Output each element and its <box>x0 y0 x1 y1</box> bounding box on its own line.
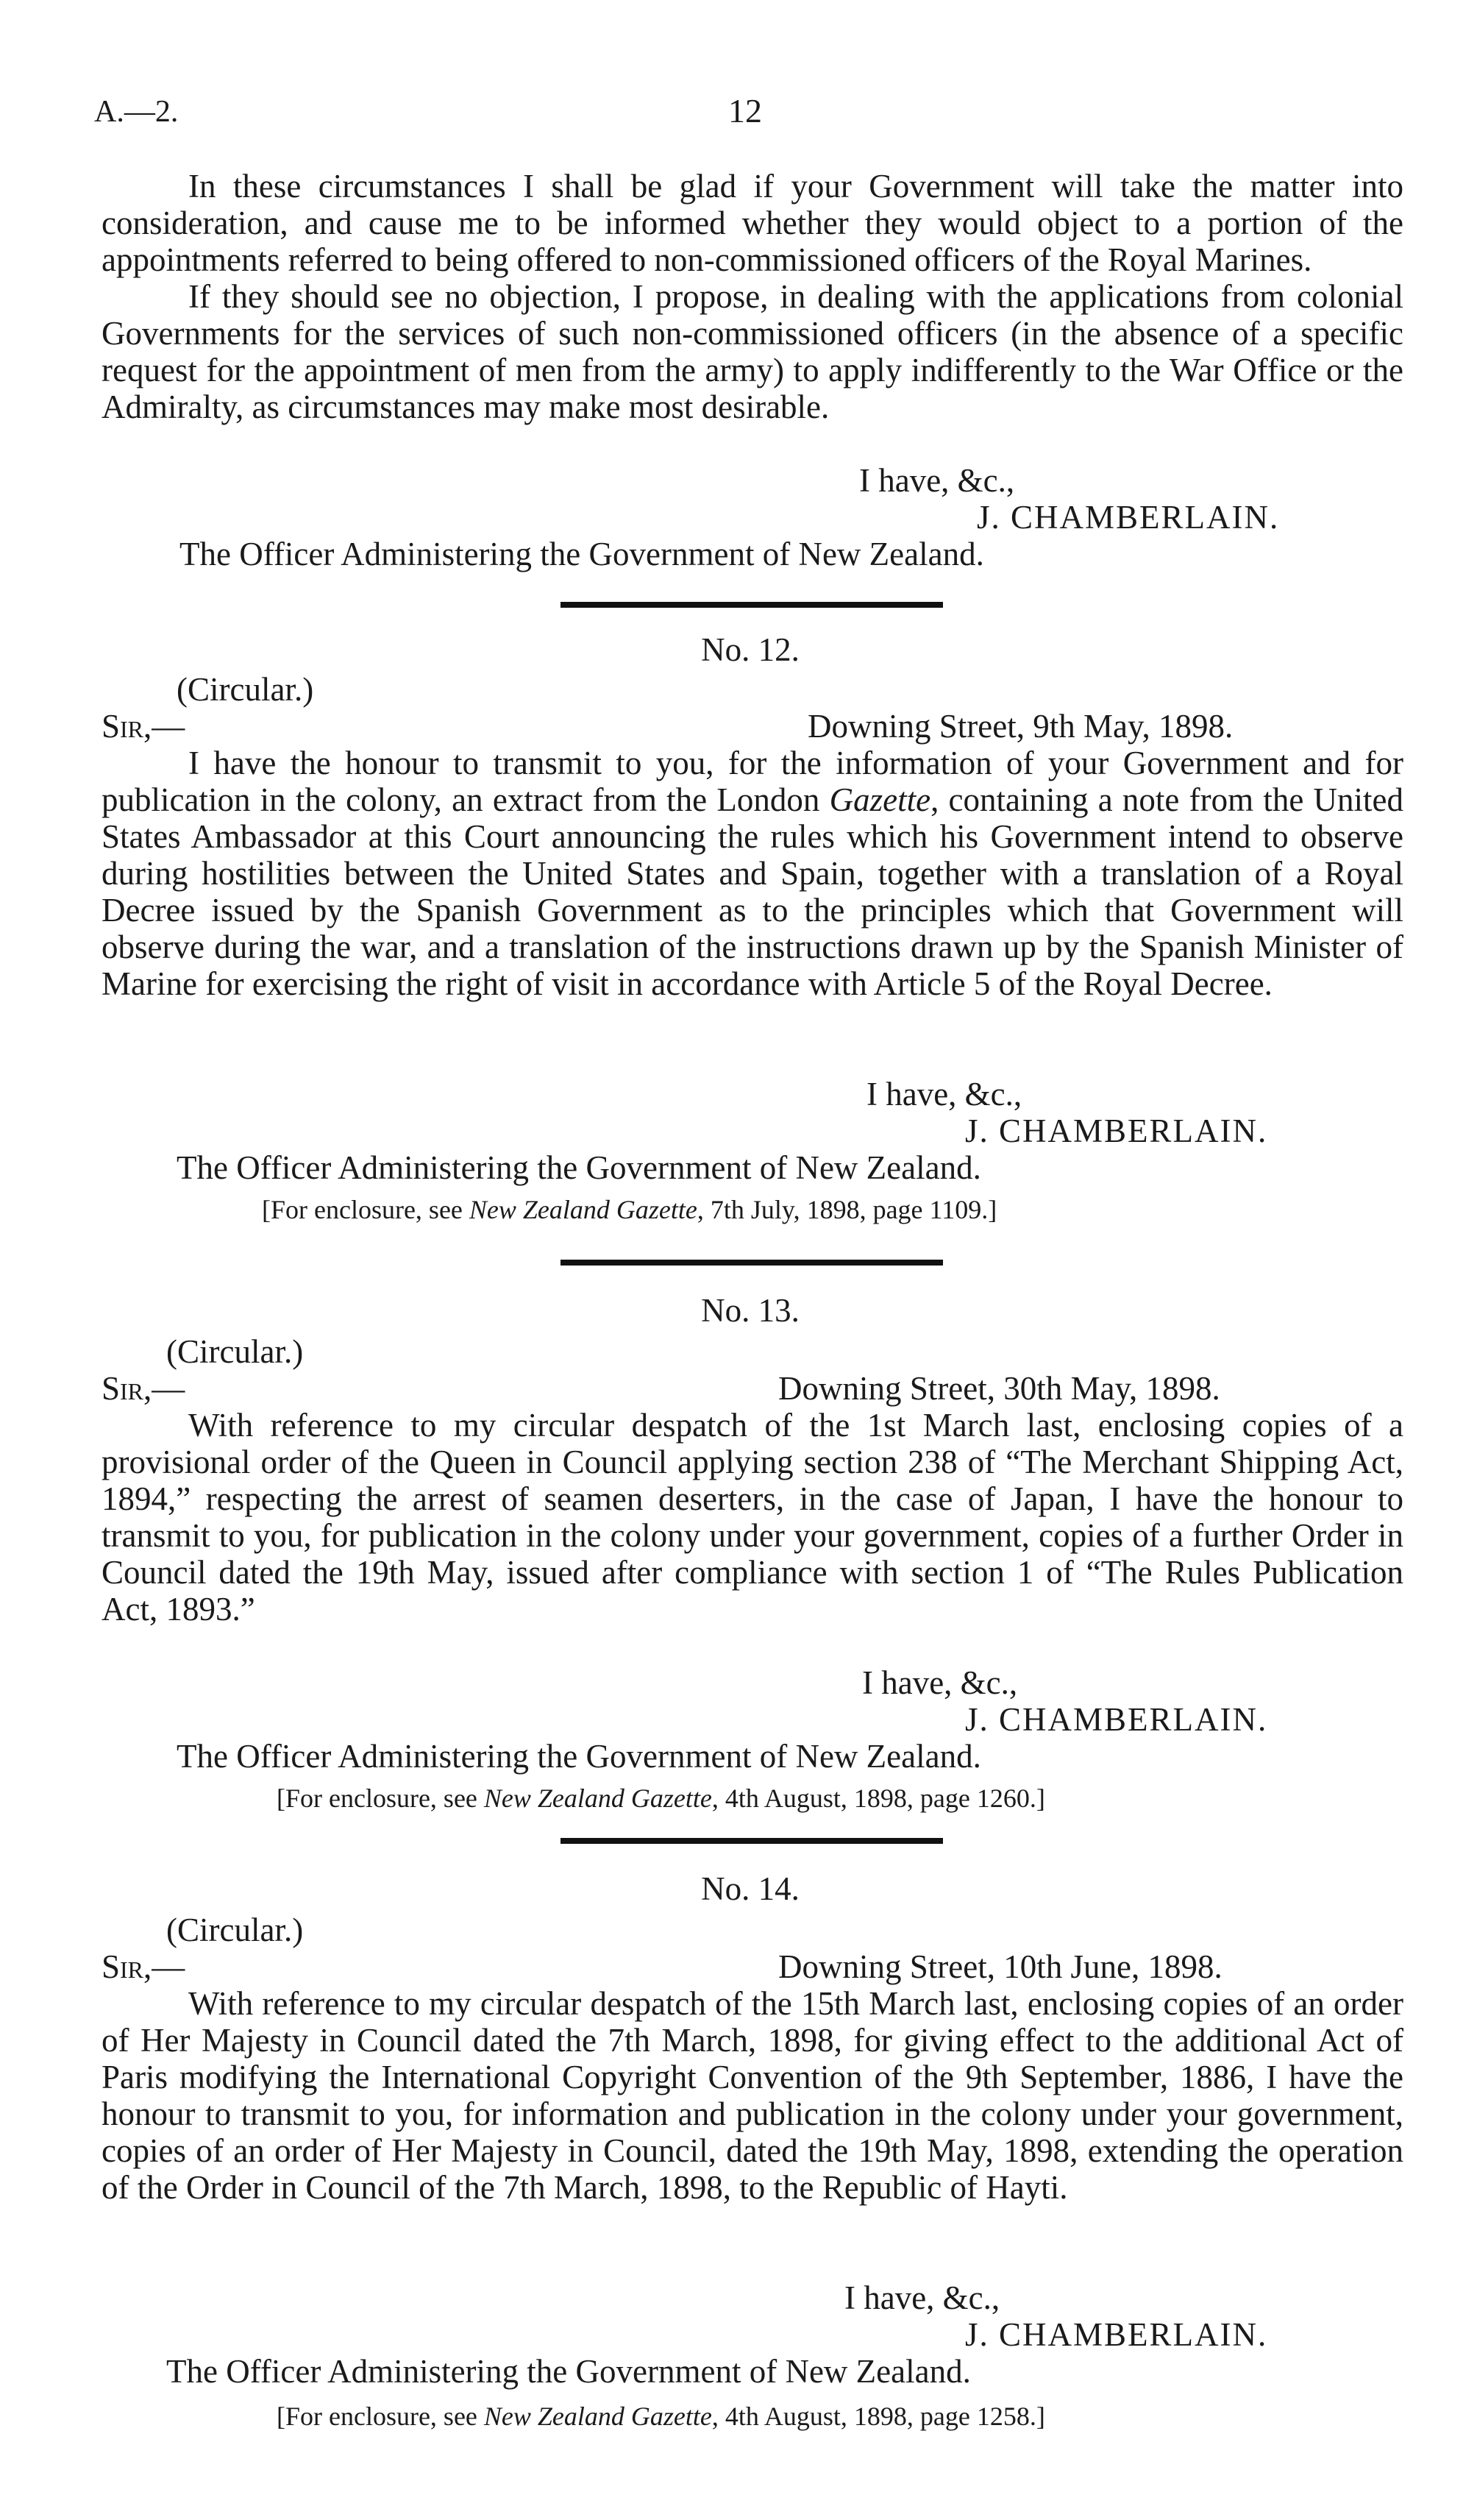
addressee: The Officer Administering the Government of New Zealand. <box>179 536 984 572</box>
paragraph: In these circumstances I shall be glad if your Government will take the matter into consideration, and cause me to be informed whether they would object to a portion of the appointments referred to being offered to non-commissioned officers of the Royal Marines. <box>102 168 1403 278</box>
closing: I have, &c., <box>862 1664 1018 1701</box>
salutation: Sir,— <box>102 1948 185 1985</box>
enclosure-italic: New Zealand Gazette <box>483 1783 712 1813</box>
body-text: , containing a note from the United States Ambassador at this Court announcing the rules which his Government intend to observe during hostilities between the United States and Spain, together with a translation of a Royal Decree issued by the Spanish Government as to the principles which that Government will observe during the war, and a translation of the instructions drawn up by the Spanish Minister of Marine for exercising the right of visit in accordance with Article 5 of the Royal Decree. <box>102 781 1403 1002</box>
divider-rule <box>560 1838 943 1844</box>
despatch-number: No. 14. <box>701 1870 800 1907</box>
despatch-number: No. 12. <box>701 631 800 668</box>
addressee: The Officer Administering the Government of New Zealand. <box>166 2353 971 2390</box>
closing: I have, &c., <box>844 2279 1000 2316</box>
body-text: With reference to my circular despatch of the 15th March last, enclosing copies of an order of Her Majesty in Council dated the 7th March, 1898, for giving effect to the additional Act of Paris modifying the International Copyright Convention of the 9th September, 1886, I have the honour to transmit to you, for information and publication in the colony under your government, copies of an order of Her Majesty in Council, dated the 19th May, 1898, extending the operation of the Order in Council of the 7th March, 1898, to the Republic of Hayti. <box>102 1985 1403 2206</box>
enclosure-italic: New Zealand Gazette <box>469 1195 697 1224</box>
body-text: With reference to my circular despatch of the 1st March last, enclosing copies of a provisional order of the Queen in Council applying section 238 of “The Merchant Shipping Act, 1894,” respecting the arrest of seamen deserters, in the case of Japan, I have the honour to transmit to you, for publication in the colony under your government, copies of a further Order in Council dated the 19th May, issued after compliance with section 1 of “The Rules Publication Act, 1893.” <box>102 1407 1403 1628</box>
paragraph: If they should see no objection, I propose, in dealing with the applications from colonial Governments for the services of such non-commissioned officers (in the absence of a specific request for the appointment of men from the army) to apply indifferently to the War Office or the Admiralty, as circumstances may make most desirable. <box>102 278 1403 425</box>
enclosure-text: , 7th July, 1898, page 1109.] <box>697 1195 997 1224</box>
circular-label: (Circular.) <box>166 1333 304 1370</box>
enclosure-note <box>262 1193 997 1226</box>
divider-rule <box>560 1260 943 1266</box>
page-number: 12 <box>728 92 762 129</box>
place-date: Downing Street, 30th May, 1898. <box>778 1370 1220 1407</box>
enclosure-italic: New Zealand Gazette <box>483 2402 712 2431</box>
place-date: Downing Street, 9th May, 1898. <box>808 708 1234 745</box>
circular-label: (Circular.) <box>177 671 314 708</box>
page-reference: A.—2. <box>94 95 179 129</box>
enclosure-note <box>277 1782 1045 1814</box>
despatch-body <box>102 1407 1403 1628</box>
addressee: The Officer Administering the Government of New Zealand. <box>177 1149 981 1186</box>
circular-label: (Circular.) <box>166 1912 304 1948</box>
signature: J. CHAMBERLAIN. <box>977 499 1280 536</box>
body-text: I have the honour to transmit to you, for the information of your Government and for publication in the colony, an extract from the London <box>102 745 1403 818</box>
salutation: Sir,— <box>102 708 185 745</box>
body-italic: Gazette <box>829 781 931 818</box>
salutation: Sir,— <box>102 1370 185 1407</box>
enclosure-text: [For enclosure, see <box>262 1195 469 1224</box>
despatch-number: No. 13. <box>701 1292 800 1329</box>
closing: I have, &c., <box>859 462 1015 499</box>
divider-rule <box>560 602 943 608</box>
despatch-body <box>102 745 1403 1002</box>
despatch-body <box>102 1985 1403 2206</box>
closing: I have, &c., <box>866 1076 1022 1112</box>
enclosure-note <box>277 2400 1045 2432</box>
enclosure-text: , 4th August, 1898, page 1260.] <box>711 1783 1045 1813</box>
signature: J. CHAMBERLAIN. <box>965 1701 1268 1738</box>
continuation-text <box>102 168 1403 425</box>
place-date: Downing Street, 10th June, 1898. <box>778 1948 1222 1985</box>
enclosure-text: , 4th August, 1898, page 1258.] <box>711 2402 1045 2431</box>
signature: J. CHAMBERLAIN. <box>965 2316 1268 2353</box>
signature: J. CHAMBERLAIN. <box>965 1112 1268 1149</box>
enclosure-text: [For enclosure, see <box>277 2402 484 2431</box>
addressee: The Officer Administering the Government of New Zealand. <box>177 1738 981 1775</box>
enclosure-text: [For enclosure, see <box>277 1783 484 1813</box>
